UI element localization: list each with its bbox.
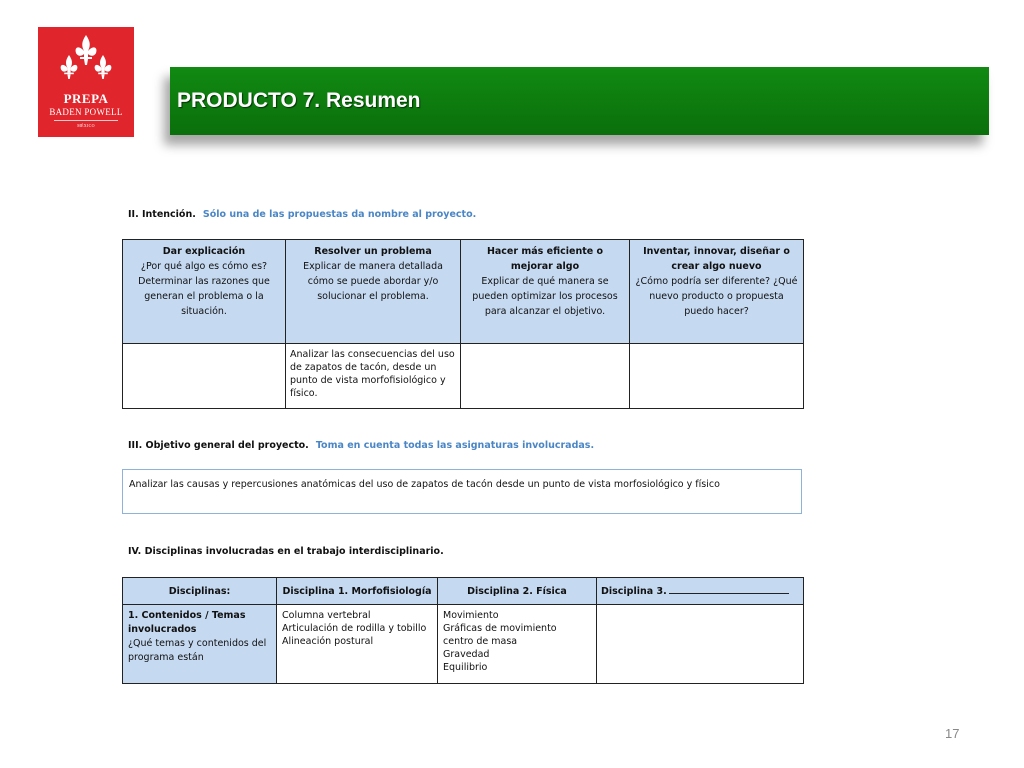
intention-option-text: ¿Cómo podría ser diferente? ¿Qué nuevo producto o propuesta puedo hacer?: [635, 276, 798, 317]
section-2-label: II. Intención.: [128, 209, 196, 220]
contents-row-title: 1. Contenidos / Temas involucrados: [128, 610, 246, 635]
section-3-label: III. Objetivo general del proyecto.: [128, 440, 309, 451]
list-item: Equilibrio: [443, 662, 488, 673]
intention-option-text: Explicar de manera detallada cómo se puede abordar y/o solucionar el problema.: [303, 261, 443, 302]
page-title: PRODUCTO 7. Resumen: [177, 89, 421, 112]
intention-answer-3: [461, 344, 630, 409]
logo-brand: PREPA: [63, 91, 109, 106]
section-2-heading: [128, 209, 476, 220]
list-item: Movimiento: [443, 610, 499, 621]
intention-option-2: [286, 240, 461, 344]
discipline-1-header: Disciplina 1. Morfofisiología: [277, 578, 438, 605]
logo-divider: [54, 120, 118, 121]
title-bar: [170, 67, 989, 135]
intention-option-title: Dar explicación: [162, 246, 246, 257]
logo-country: MÉXICO: [77, 123, 95, 128]
discipline-3-blank-line: [669, 584, 789, 594]
intention-option-1: [123, 240, 286, 344]
contents-row-label: [123, 605, 277, 684]
disciplines-content-row: [123, 605, 804, 684]
intention-option-3: [461, 240, 630, 344]
section-4-heading: [128, 546, 444, 557]
disciplines-header-row: [123, 578, 804, 605]
discipline-3-contents: [597, 605, 804, 684]
list-item: Columna vertebral: [282, 610, 371, 621]
section-3-heading: [128, 440, 594, 451]
section-2-hint: Sólo una de las propuestas da nombre al proyecto.: [202, 209, 477, 220]
disciplines-header: Disciplinas:: [123, 578, 277, 605]
intention-answer-row: [123, 344, 804, 409]
intention-option-text: ¿Por qué algo es cómo es? Determinar las razones que generan el problema o la situación.: [138, 261, 270, 317]
page-number: 17: [945, 726, 960, 741]
list-item: Gravedad: [443, 649, 490, 660]
list-item: Alineación postural: [282, 636, 374, 647]
intention-answer-4: [630, 344, 804, 409]
discipline-2-contents: [438, 605, 597, 684]
discipline-3-label: Disciplina 3.: [601, 585, 667, 597]
intention-answer-1: [123, 344, 286, 409]
discipline-3-header: [597, 578, 804, 605]
list-item: Articulación de rodilla y tobillo: [282, 623, 427, 634]
objective-box: Analizar las causas y repercusiones anatómicas del uso de zapatos de tacón desde un punto de vista morfosiológico y físico: [122, 469, 802, 514]
intention-option-title: Hacer más eficiente o mejorar algo: [486, 246, 604, 272]
intention-table: [122, 239, 804, 409]
discipline-1-contents: [277, 605, 438, 684]
intention-option-4: [630, 240, 804, 344]
intention-answer-2: Analizar las consecuencias del uso de zapatos de tacón, desde un punto de vista morfofisiológico y físico.: [286, 344, 461, 409]
contents-row-question: ¿Qué temas y contenidos del programa están: [128, 638, 267, 663]
disciplines-table: [122, 577, 804, 684]
list-item: centro de masa: [443, 636, 518, 647]
intention-option-title: Inventar, innovar, diseñar o crear algo nuevo: [643, 246, 790, 272]
section-3-hint: Toma en cuenta todas las asignaturas involucradas.: [315, 440, 595, 451]
section-4-label: IV. Disciplinas involucradas en el trabajo interdisciplinario.: [128, 546, 444, 557]
school-logo: [38, 27, 134, 137]
intention-header-row: [123, 240, 804, 344]
logo-subtitle: BADEN POWELL: [49, 107, 123, 117]
intention-option-title: Resolver un problema: [314, 246, 432, 257]
fleur-de-lis-icon: [56, 33, 116, 89]
list-item: Gráficas de movimiento: [443, 623, 557, 634]
discipline-2-header: Disciplina 2. Física: [438, 578, 597, 605]
intention-option-text: Explicar de qué manera se pueden optimizar los procesos para alcanzar el objetivo.: [472, 276, 618, 317]
